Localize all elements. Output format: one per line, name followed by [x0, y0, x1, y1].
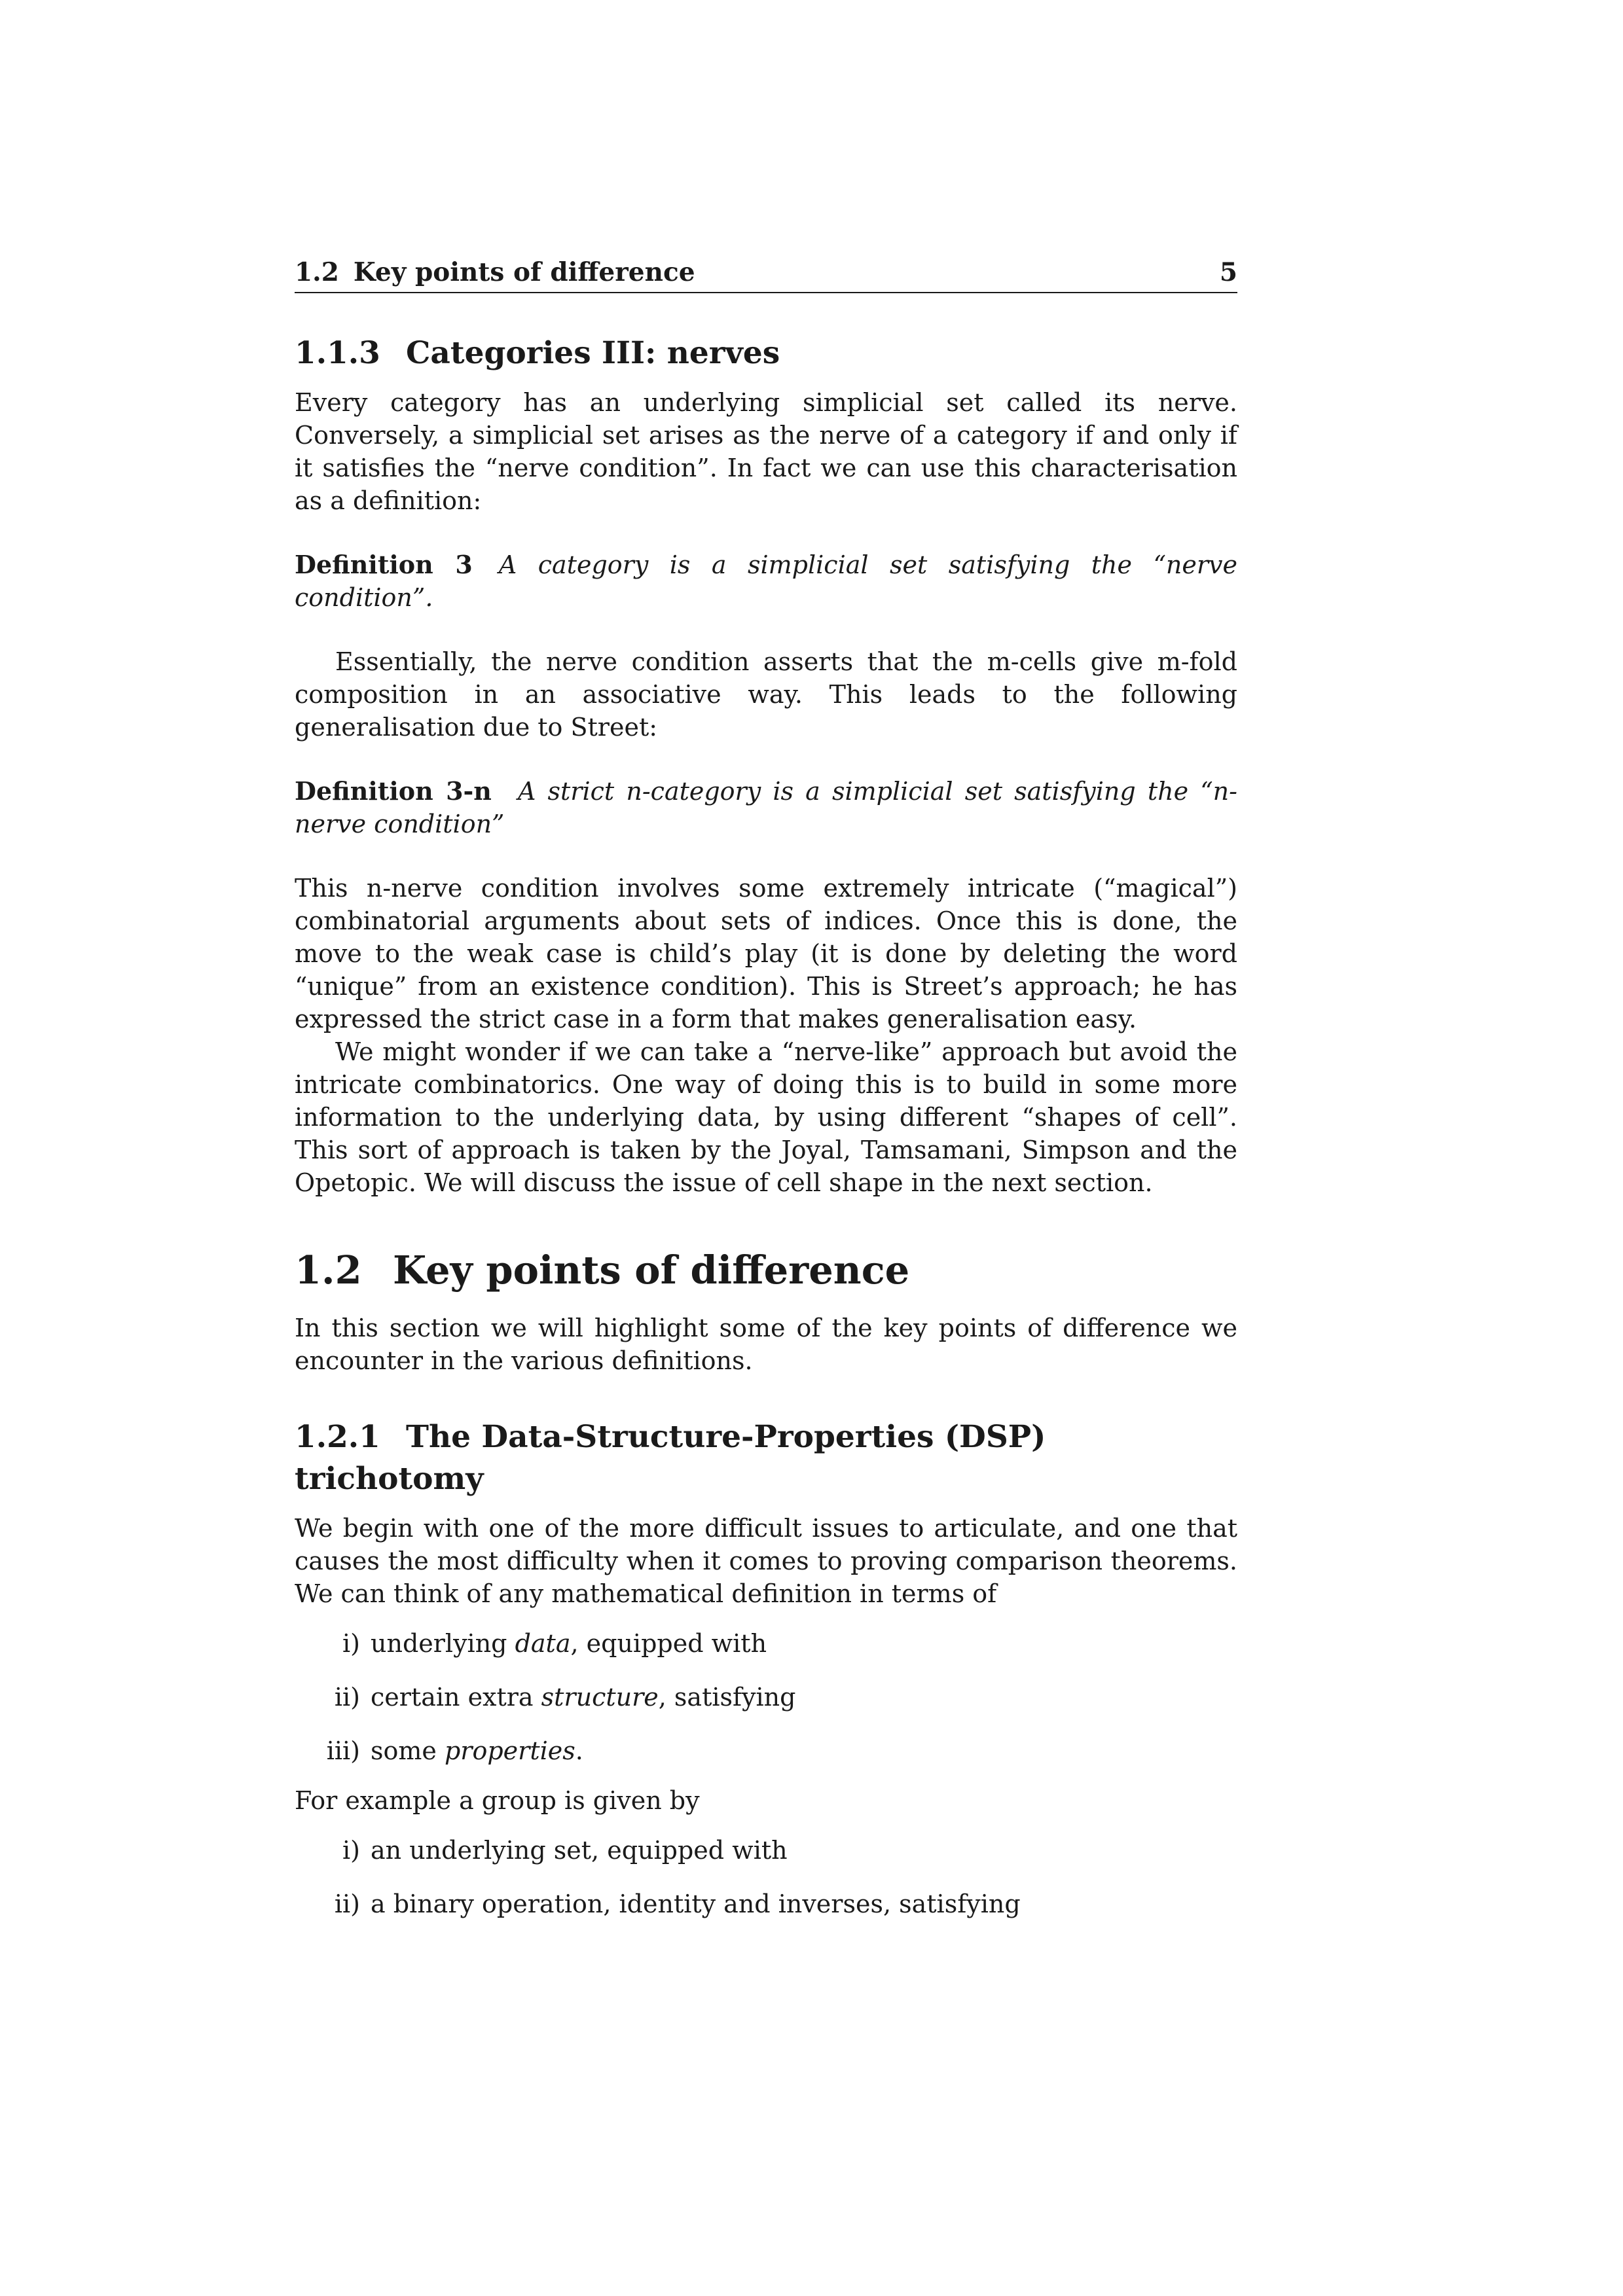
list-item: [295, 1888, 1237, 1920]
list-item-text: certain extra structure, satisfying: [371, 1683, 796, 1712]
list-marker: ii): [334, 1890, 360, 1918]
paragraph-dsp-intro: We begin with one of the more difficult issues to articulate, and one that causes the most difficulty when it comes to proving comparison theorems. We can think of any mathematical definition in terms of: [295, 1514, 1237, 1608]
subsection-number: 1.1.3: [295, 335, 380, 371]
emphasis-data: data: [515, 1629, 571, 1658]
definition-3-n-text: A strict n-category is a simplicial set satisfying the “n-nerve condition”: [295, 777, 1237, 838]
definition-3-label: Definition 3: [295, 550, 473, 579]
subsection-number: 1.2.1: [295, 1419, 380, 1455]
paragraph-section-intro: In this section we will highlight some of the key points of difference we encounter in the various definitions.: [295, 1314, 1237, 1375]
list-marker: i): [342, 1836, 360, 1865]
emphasis-properties: properties: [444, 1736, 575, 1765]
definition-3-text: A category is a simplicial set satisfying the “nerve condition”.: [295, 550, 1237, 612]
running-header-section-title: Key points of difference: [353, 257, 695, 287]
group-list: [295, 1834, 1237, 1920]
section-title: Key points of difference: [393, 1247, 910, 1293]
list-item: [295, 1681, 1237, 1713]
subsection-heading-1-1-3: [295, 332, 1237, 374]
paragraph-group-example: For example a group is given by: [295, 1786, 700, 1815]
running-header: [295, 254, 1237, 293]
definition-3-n: [295, 775, 1237, 840]
paragraph-nerve-condition: Essentially, the nerve condition asserts that the m-cells give m-fold composition in an associative way. This leads to the following generalisation due to Street:: [295, 647, 1237, 742]
emphasis-structure: structure: [541, 1683, 659, 1712]
page-number: 5: [1219, 257, 1237, 287]
dsp-list: [295, 1627, 1237, 1767]
paragraph-n-nerve: This n-nerve condition involves some extremely intricate (“magical”) combinatorial arguments about sets of indices. Once this is done, the move to the weak case is child’s play (it is done by deleting the word “unique” from an existence condition). This is Street’s approach; he has expressed the strict case in a form that makes generalisation easy.: [295, 874, 1237, 1033]
paragraph-nerve-intro: Every category has an underlying simplicial set called its nerve. Conversely, a simplicial set arises as the nerve of a category if and only if it satisfies the “nerve condition”. In fact we can use this characterisation as a definition:: [295, 388, 1237, 515]
list-item-text: underlying data, equipped with: [371, 1629, 767, 1658]
list-item-text: a binary operation, identity and inverses, satisfying: [371, 1890, 1021, 1918]
list-marker: iii): [326, 1736, 360, 1765]
paragraph-nerve-like: We might wonder if we can take a “nerve-like” approach but avoid the intricate combinatorics. One way of doing this is to build in some more information to the underlying data, by using different “shapes of cell”. This sort of approach is taken by the Joyal, Tamsamani, Simpson and the Opetopic. We will discuss the issue of cell shape in the next section.: [295, 1037, 1237, 1197]
definition-3-n-label: Definition 3-n: [295, 776, 492, 806]
section-heading-1-2: [295, 1245, 1237, 1296]
list-marker: ii): [334, 1683, 360, 1712]
list-marker: i): [342, 1629, 360, 1658]
list-item-text: some properties.: [371, 1736, 583, 1765]
running-header-title: [295, 254, 695, 291]
section-number: 1.2: [295, 1247, 362, 1293]
list-item: [295, 1834, 1237, 1867]
definition-3: [295, 548, 1237, 614]
subsection-title: Categories III: nerves: [406, 335, 780, 371]
list-item-text: an underlying set, equipped with: [371, 1836, 788, 1865]
subsection-title: The Data-Structure-Properties (DSP) trichotomy: [295, 1419, 1046, 1497]
list-item: [295, 1627, 1237, 1660]
page-body: [295, 254, 1237, 1937]
list-item: [295, 1734, 1237, 1767]
subsection-heading-1-2-1: [295, 1416, 1237, 1500]
running-header-section-number: 1.2: [295, 257, 339, 287]
